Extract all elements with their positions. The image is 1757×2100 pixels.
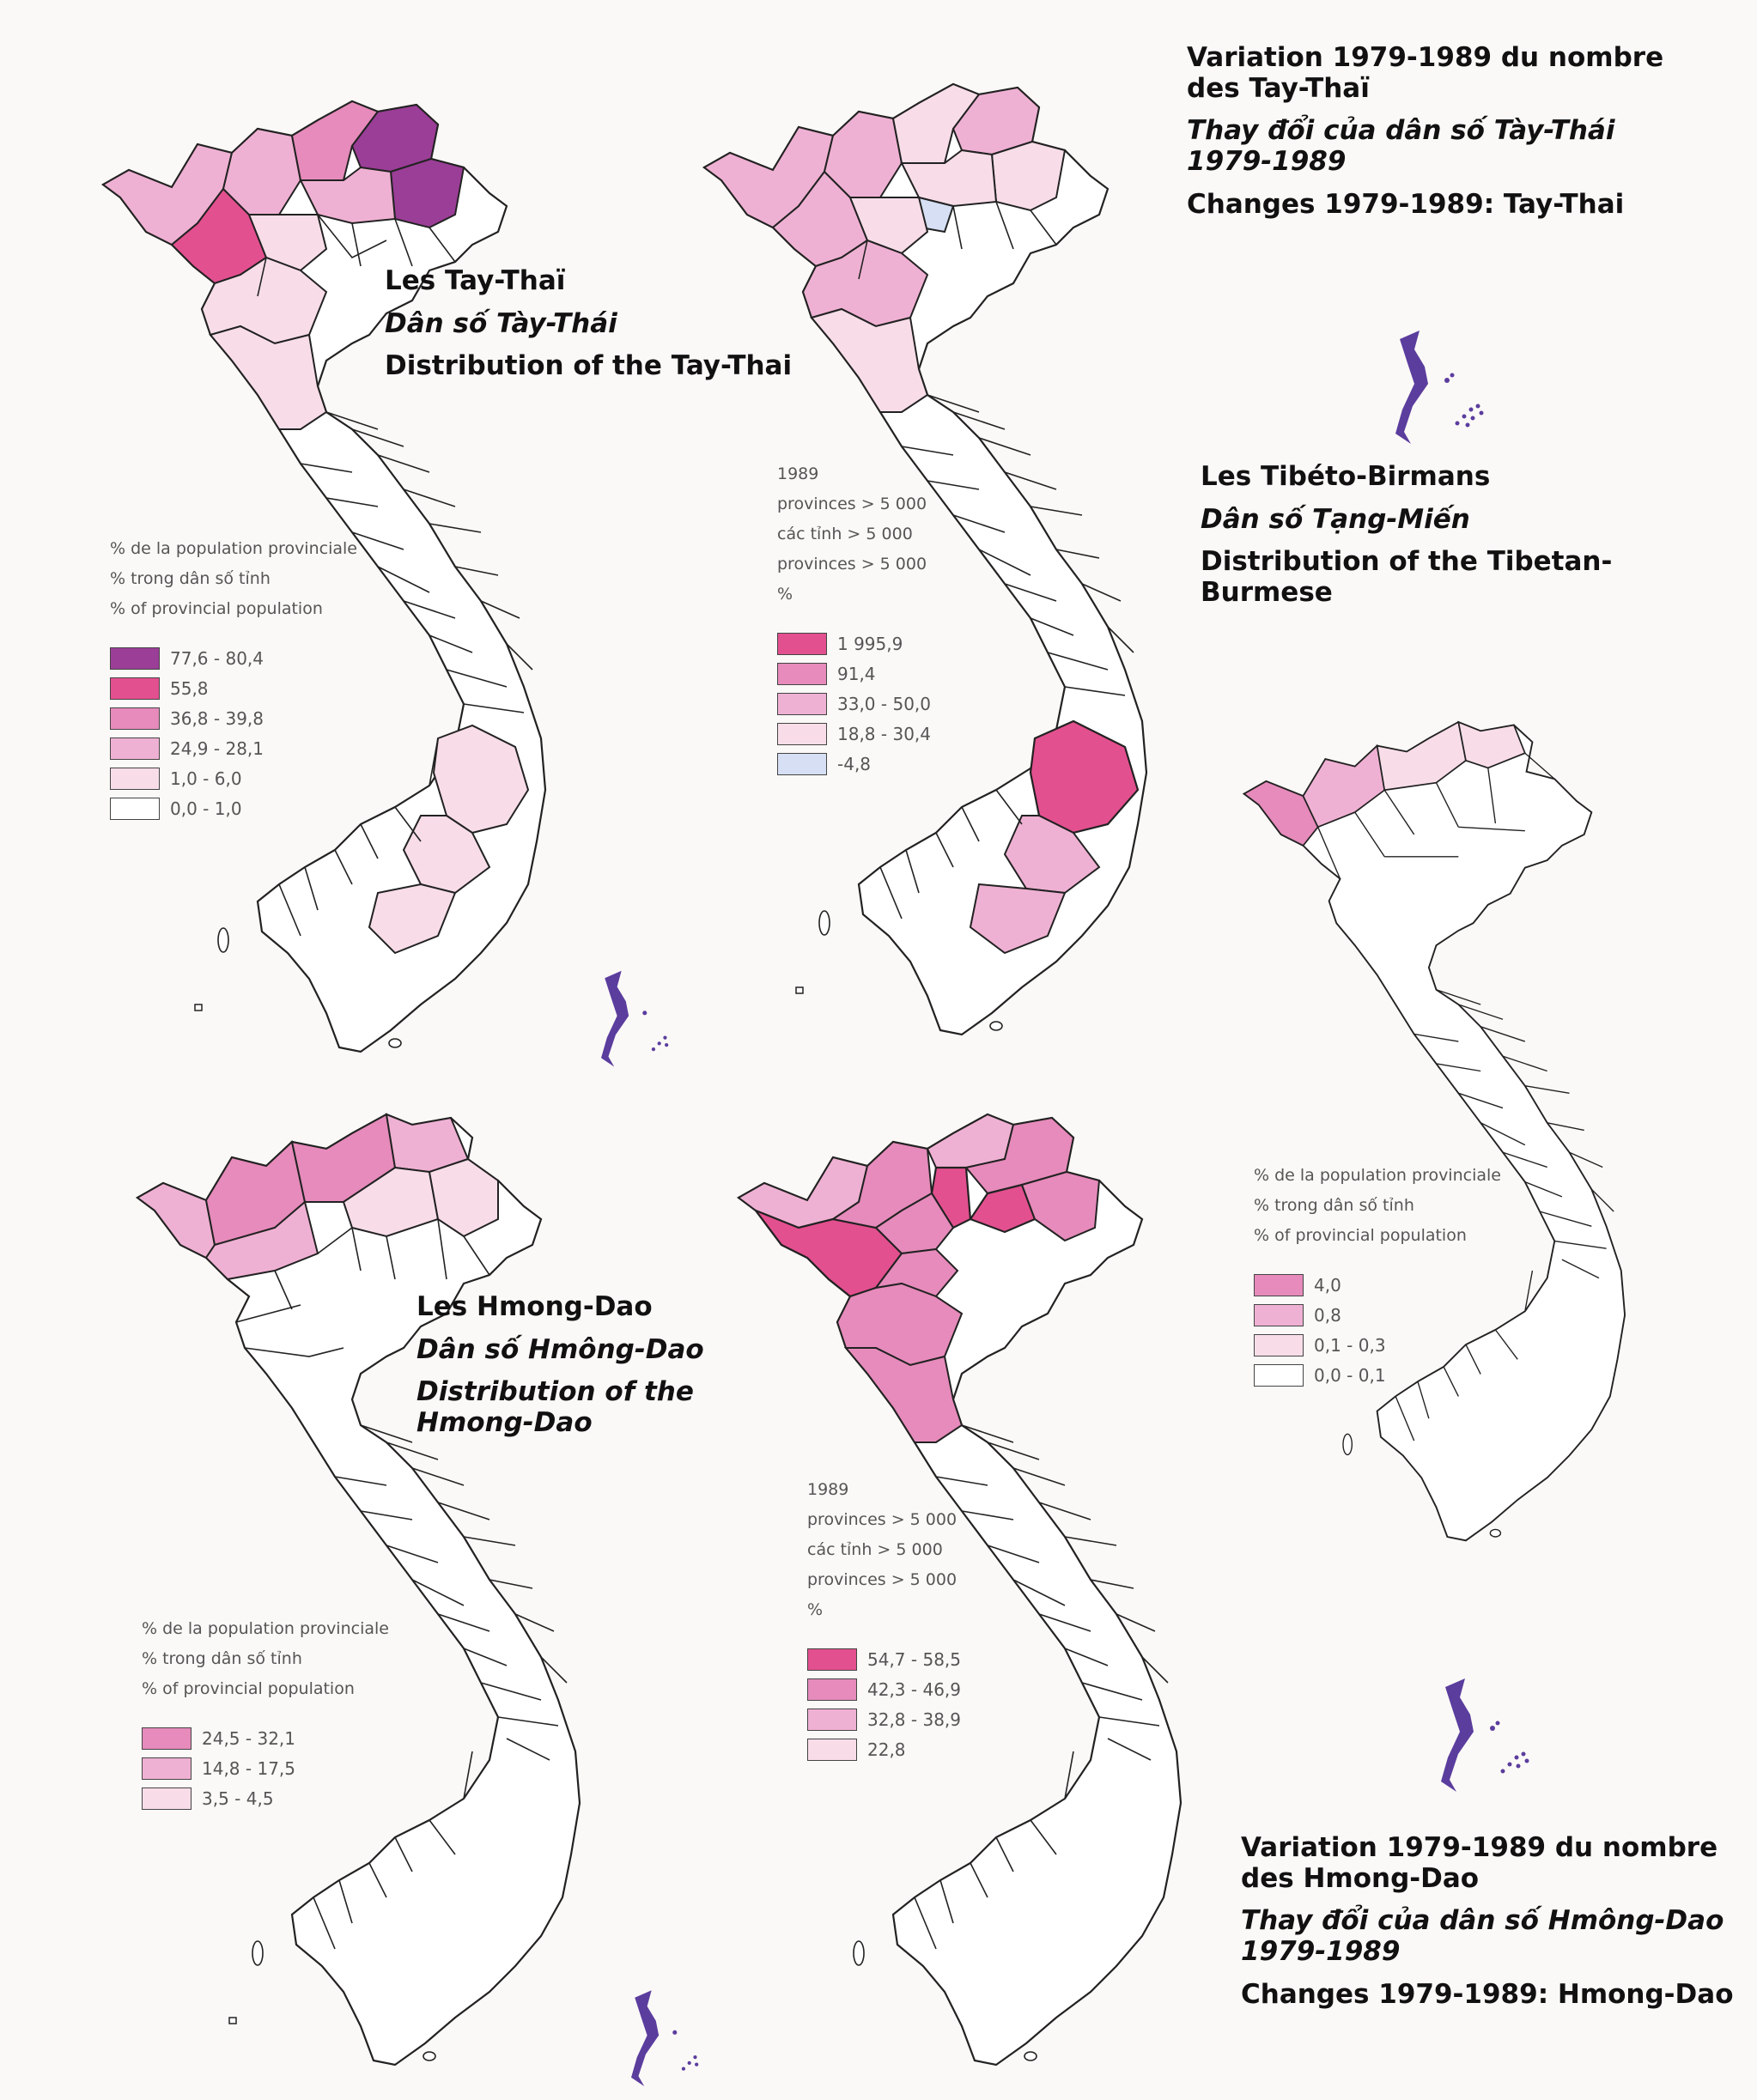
legend-swatch: [142, 1787, 192, 1810]
region-nghe-tinh: [846, 1348, 962, 1442]
atlas-logo-small-svg: [601, 966, 696, 1077]
title-fr: Variation 1979-1989 du nombre des Hmong-Dao: [1241, 1832, 1718, 1894]
island-con-dao: [990, 1022, 1002, 1030]
title-tibeto-birmans: [1201, 462, 1742, 621]
map-hmong-dao-svg: [129, 1099, 747, 2095]
title-tay-thai-change: [1187, 43, 1702, 232]
island-con-dao: [389, 1039, 401, 1047]
legend-swatch: [110, 798, 160, 820]
legend-swatch: [110, 647, 160, 670]
title-vn: Dân số Tạng-Miến: [1201, 503, 1470, 535]
legend-header-line: provinces > 5 000: [807, 1570, 958, 1589]
legend-item: [110, 673, 357, 703]
legend-item: [777, 659, 931, 689]
legend-item: [110, 733, 357, 763]
legend-label: -4,8: [837, 753, 872, 774]
legend-swatch: [807, 1739, 857, 1761]
legend-item: [142, 1723, 389, 1753]
atlas-logo-svg: [1441, 1678, 1553, 1799]
legend-swatch: [142, 1757, 192, 1780]
legend-label: 1 995,9: [837, 633, 903, 654]
legend-header-line: % of provincial population: [110, 599, 323, 618]
legend-label: 14,8 - 17,5: [202, 1757, 295, 1779]
legend-label: 0,0 - 1,0: [170, 798, 242, 819]
island-con-dao: [423, 2052, 435, 2061]
legend-swatch: [110, 707, 160, 730]
legend-header-line: provinces > 5 000: [777, 555, 927, 574]
legend-spacer: [807, 1625, 961, 1644]
legend-hmong-dao-change: [807, 1475, 961, 1764]
legend-item: [777, 689, 931, 719]
legend-item: [142, 1783, 389, 1813]
legend-item: [777, 628, 931, 659]
legend-item: [807, 1644, 961, 1674]
legend-spacer: [110, 624, 357, 643]
legend-item: [777, 719, 931, 749]
legend-label: 77,6 - 80,4: [170, 647, 264, 669]
title-en: Distribution of the Tibetan-Burmese: [1201, 546, 1613, 608]
legend-label: 33,0 - 50,0: [837, 693, 931, 714]
legend-item: [807, 1734, 961, 1764]
legend-item: [777, 749, 931, 779]
legend-item: [110, 703, 357, 733]
legend-label: 0,0 - 0,1: [1314, 1364, 1386, 1386]
island-tho-chu: [195, 1004, 202, 1011]
island-phu-quoc: [854, 1941, 864, 1965]
legend-item: [807, 1704, 961, 1734]
island-tho-chu: [229, 2018, 236, 2024]
legend-label: 18,8 - 30,4: [837, 723, 931, 744]
legend-label: 0,1 - 0,3: [1314, 1334, 1386, 1356]
island-phu-quoc: [252, 1941, 263, 1965]
legend-label: 22,8: [867, 1739, 906, 1760]
title-fr: Les Tay-Thaï: [385, 265, 566, 296]
legend-header-line: provinces > 5 000: [777, 495, 927, 513]
island-phu-quoc: [819, 911, 830, 935]
legend-header-line: % de la population provinciale: [142, 1619, 389, 1638]
legend-spacer: [777, 610, 931, 628]
legend-swatch: [777, 723, 827, 745]
legend-item: [110, 793, 357, 823]
legend-header-line: %: [777, 585, 793, 604]
title-en: Distribution of the Hmong-Dao: [416, 1376, 694, 1438]
legend-header-line: 1989: [777, 464, 819, 483]
map-hmong-dao: [129, 1099, 747, 2099]
legend-header-line: các tỉnh > 5 000: [807, 1540, 943, 1559]
title-en: Changes 1979-1989: Hmong-Dao: [1241, 1978, 1734, 2010]
legend-swatch: [777, 753, 827, 775]
legend-swatch: [807, 1678, 857, 1701]
legend-spacer: [142, 1704, 389, 1723]
legend-label: 24,5 - 32,1: [202, 1727, 295, 1749]
title-vn: Dân số Hmông-Dao: [416, 1333, 704, 1365]
title-fr: Les Hmong-Dao: [416, 1291, 653, 1322]
title-fr: Variation 1979-1989 du nombre des Tay-Thaï: [1187, 42, 1664, 104]
legend-label: 42,3 - 46,9: [867, 1678, 961, 1700]
region-lai-chau: [137, 1183, 215, 1258]
island-con-dao: [1490, 1529, 1500, 1537]
island-phu-quoc: [218, 928, 228, 952]
legend-header-line: % trong dân số tỉnh: [1254, 1196, 1414, 1215]
legend-tay-thai: [110, 534, 357, 823]
title-vn: Thay đổi của dân số Tày-Thái 1979-1989: [1187, 115, 1615, 177]
legend-tay-thai-change: [777, 459, 931, 779]
legend-header-line: % trong dân số tỉnh: [110, 569, 271, 588]
title-hmong-dao-change: [1241, 1833, 1748, 2022]
atlas-logo-svg: [1395, 331, 1507, 451]
title-vn: Dân số Tày-Thái: [385, 307, 617, 339]
atlas-logo-icon: [1441, 1678, 1553, 1803]
legend-item: [142, 1753, 389, 1783]
island-con-dao: [1024, 2052, 1037, 2061]
legend-label: 91,4: [837, 663, 876, 684]
atlas-logo-small-icon: [601, 966, 696, 1082]
title-en: Distribution of the Tay-Thai: [385, 350, 793, 382]
legend-swatch: [110, 677, 160, 700]
atlas-logo-small-icon: [631, 1988, 726, 2099]
legend-label: 1,0 - 6,0: [170, 768, 242, 789]
legend-header-line: provinces > 5 000: [807, 1510, 958, 1529]
legend-header-line: % of provincial population: [142, 1679, 355, 1698]
atlas-logo-icon: [1395, 331, 1507, 455]
legend-label: 3,5 - 4,5: [202, 1787, 274, 1809]
legend-header-line: % de la population provinciale: [110, 539, 357, 558]
legend-label: 54,7 - 58,5: [867, 1648, 961, 1670]
vietnam-outline: [137, 1114, 580, 2065]
legend-label: 24,9 - 28,1: [170, 737, 264, 759]
legend-swatch: [807, 1709, 857, 1731]
legend-item: [807, 1674, 961, 1704]
legend-swatch: [777, 633, 827, 655]
legend-label: 55,8: [170, 677, 209, 699]
legend-header-line: % of provincial population: [1254, 1226, 1467, 1245]
legend-header-line: % trong dân số tỉnh: [142, 1649, 302, 1668]
legend-swatch: [142, 1727, 192, 1750]
legend-swatch: [110, 737, 160, 760]
legend-header-line: 1989: [807, 1480, 849, 1499]
island-tho-chu: [796, 987, 803, 993]
legend-swatch: [777, 663, 827, 685]
legend-item: [110, 643, 357, 673]
atlas-logo-small-svg: [631, 1988, 726, 2095]
legend-label: 36,8 - 39,8: [170, 707, 264, 729]
title-en: Changes 1979-1989: Tay-Thai: [1187, 188, 1625, 220]
legend-label: 0,8: [1314, 1304, 1341, 1326]
legend-label: 32,8 - 38,9: [867, 1709, 961, 1730]
legend-hmong-dao: [142, 1614, 389, 1813]
title-vn: Thay đổi của dân số Hmông-Dao 1979-1989: [1241, 1905, 1724, 1967]
legend-swatch: [777, 693, 827, 715]
legend-label: 4,0: [1314, 1274, 1341, 1296]
legend-header-line: % de la population provinciale: [1254, 1166, 1501, 1185]
legend-header-line: các tỉnh > 5 000: [777, 525, 913, 543]
legend-swatch: [807, 1648, 857, 1671]
title-fr: Les Tibéto-Birmans: [1201, 461, 1491, 492]
legend-swatch: [110, 768, 160, 790]
legend-item: [110, 763, 357, 793]
legend-header-line: %: [807, 1600, 824, 1619]
